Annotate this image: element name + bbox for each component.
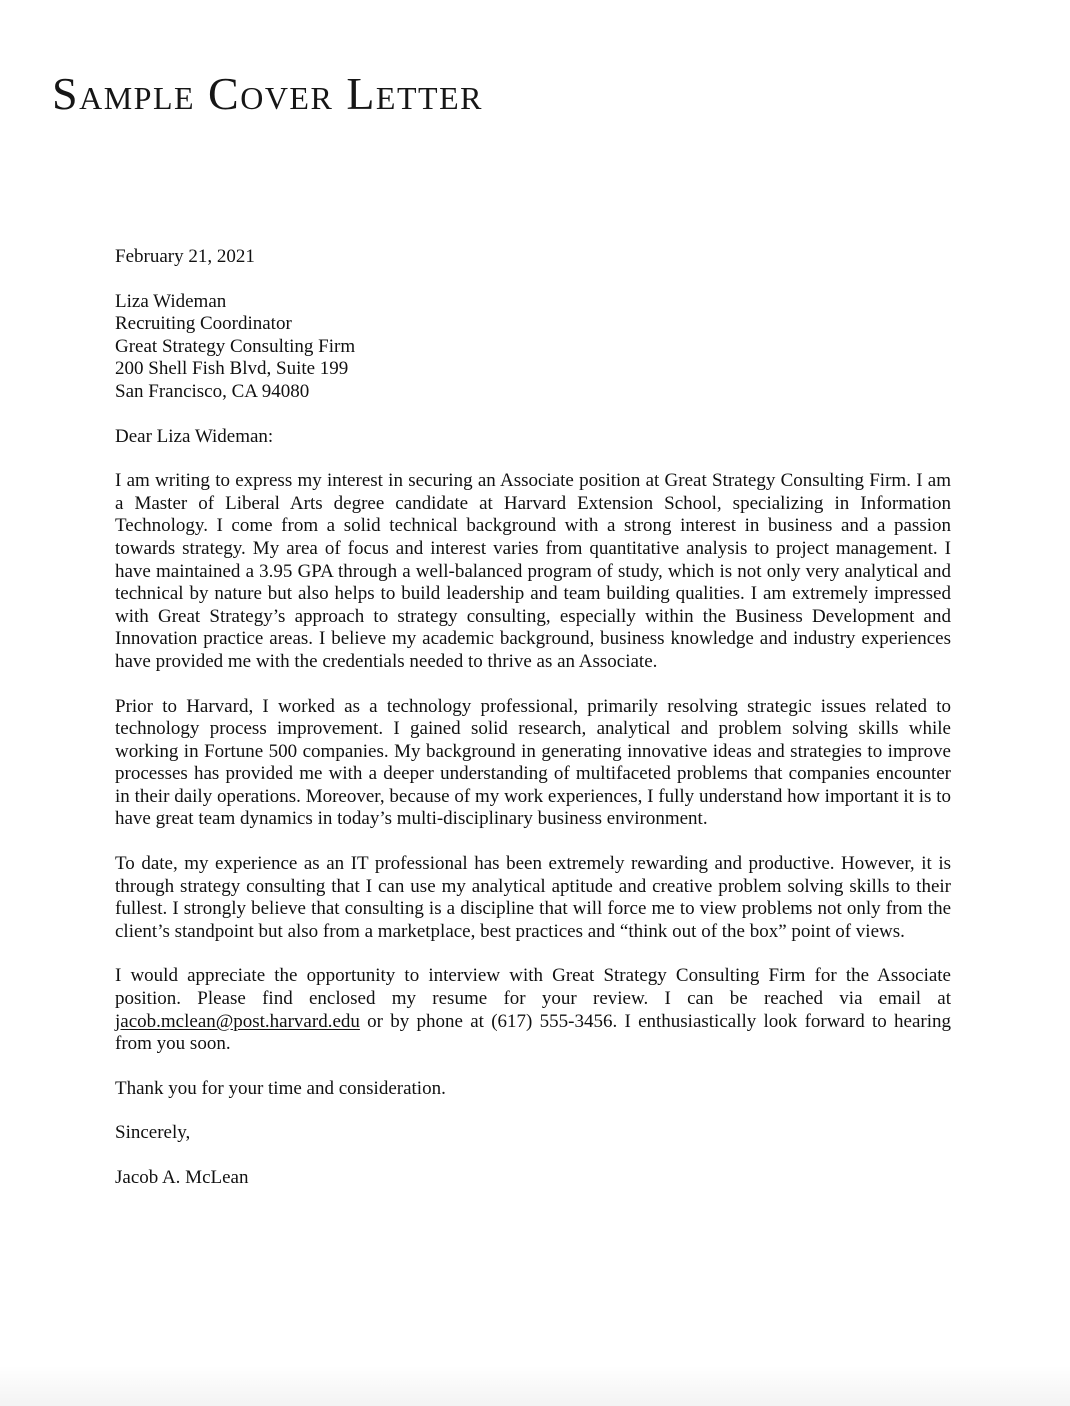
recipient-role: Recruiting Coordinator: [115, 313, 292, 335]
salutation: Dear Liza Wideman:: [115, 425, 274, 447]
body-paragraph-2: Prior to Harvard, I worked as a technology professional, primarily resolving strategic issues related to technology process improvement. I gained solid research, analytical and problem solving skills while working in Fortune 500 companies. My background in generating innovative ideas and strategies to improve processes has provided me with a deeper understanding of multifaceted problems that companies encounter in their daily operations. Moreover, because of my work experiences, I fully understand how important it is to have great team dynamics in today’s multi-disciplinary business environment.: [115, 695, 951, 830]
contact-text-before-email: I would appreciate the opportunity to interview with Great Strategy Consulting Firm for the Associate position. Please find enclosed my resume for your review. I can be reached via email at: [115, 965, 951, 1010]
closing-salutation: Sincerely,: [115, 1122, 191, 1144]
body-paragraph-4: [115, 965, 951, 1055]
recipient-name: Liza Wideman: [115, 290, 227, 312]
recipient-street: 200 Shell Fish Blvd, Suite 199: [115, 358, 349, 380]
email-link[interactable]: jacob.mclean@post.harvard.edu: [115, 1010, 360, 1032]
page-bottom-shadow: [0, 1366, 1070, 1406]
body-paragraph-3: To date, my experience as an IT professional has been extremely rewarding and productive. However, it is through strategy consulting that I can use my analytical aptitude and creative problem solving skills to their fullest. I strongly believe that consulting is a discipline that will force me to view problems not only from the client’s standpoint but also from a marketplace, best practices and “think out of the box” point of views.: [115, 853, 951, 942]
document-title: Sample Cover Letter: [52, 68, 483, 119]
recipient-company: Great Strategy Consulting Firm: [115, 335, 356, 357]
recipient-city: San Francisco, CA 94080: [115, 380, 310, 402]
letter-date: February 21, 2021: [115, 246, 255, 267]
recipient-address-block: [115, 291, 951, 404]
contact-text-after-email: or by phone at (617) 555-3456. I enthusiastically look forward to hearing from you soon.: [115, 1010, 951, 1055]
thank-you-line: Thank you for your time and consideration.: [115, 1077, 446, 1099]
signature-name: Jacob A. McLean: [115, 1167, 249, 1188]
cover-letter: [115, 246, 951, 1190]
body-paragraph-1: I am writing to express my interest in securing an Associate position at Great Strategy Consulting Firm. I am a Master of Liberal Arts degree candidate at Harvard Extension School, specializing in Information Technology. I come from a solid technical background with a strong interest in business and a passion towards strategy. My area of focus and interest varies from quantitative analysis to project management. I have maintained a 3.95 GPA through a well-balanced program of study, which is not only very analytical and technical by nature but also helps to build leadership and team building qualities. I am extremely impressed with Great Strategy’s approach to strategy consulting, especially within the Business Development and Innovation practice areas. I believe my academic background, business knowledge and industry experiences have provided me with the credentials needed to thrive as an Associate.: [115, 470, 951, 672]
